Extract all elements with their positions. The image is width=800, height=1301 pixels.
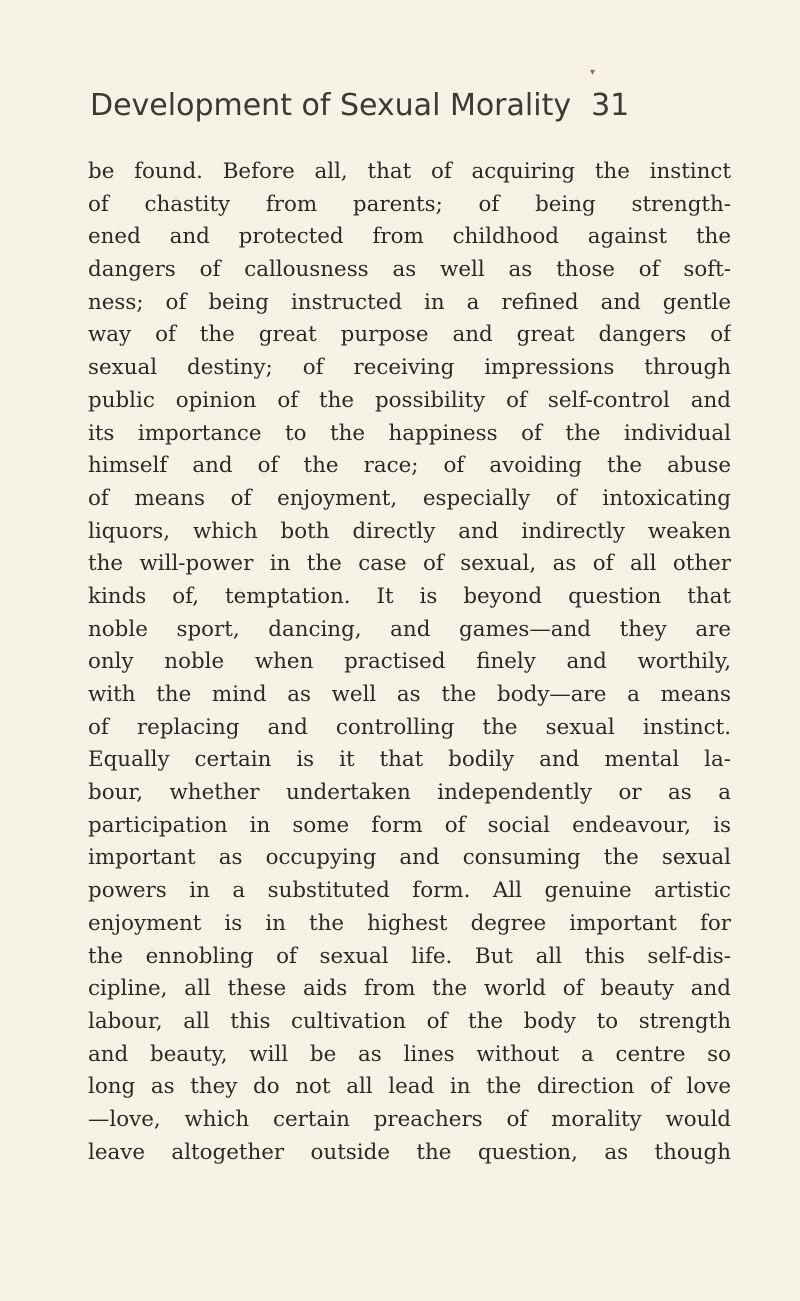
text-line: its importance to the happiness of the individual [88,420,731,446]
text-line: —love, which certain preachers of morality would [88,1106,731,1132]
text-line: be found. Before all, that of acquiring the instinct [88,159,731,184]
text-line: cipline, all these aids from the world of beauty and [88,976,731,1002]
text-line: long as they do not all lead in the direction of love [88,1074,731,1100]
text-line: leave altogether outside the question, as though [88,1139,731,1165]
running-head [90,88,730,123]
text-line: and beauty, will be as lines without a centre so [88,1041,731,1067]
text-line: way of the great purpose and great dangers of [88,322,731,348]
text-line: public opinion of the possibility of self-control and [88,387,731,413]
text-line: of means of enjoyment, especially of intoxicating [88,485,731,511]
text-line: the ennobling of sexual life. But all this self-dis- [88,943,731,969]
text-line: important as occupying and consuming the sexual [88,845,731,871]
text-line: the will-power in the case of sexual, as of all other [88,551,731,577]
text-line: himself and of the race; of avoiding the abuse [88,453,731,479]
page-number: 31 [591,88,630,123]
text-line: sexual destiny; of receiving impressions through [88,355,731,381]
running-head-title: Development of Sexual Morality [90,88,572,123]
text-line: enjoyment is in the highest degree important for [88,910,731,936]
text-line: liquors, which both directly and indirectly weaken [88,518,731,544]
text-line: powers in a substituted form. All genuine artistic [88,878,731,904]
text-line: ness; of being instructed in a refined and gentle [88,289,731,315]
text-line: kinds of, temptation. It is beyond question that [88,583,731,609]
printer-mark: ▾ [590,67,596,78]
text-line: labour, all this cultivation of the body to strength [88,1008,731,1034]
text-line: noble sport, dancing, and games—and they are [88,616,731,642]
text-line: with the mind as well as the body—are a means [88,682,731,707]
text-line: participation in some form of social endeavour, is [88,812,731,838]
text-line: Equally certain is it that bodily and mental la- [88,747,731,773]
text-line: only noble when practised finely and worthily, [88,649,731,675]
text-line: of replacing and controlling the sexual instinct. [88,714,731,740]
text-line: bour, whether undertaken independently or as a [88,780,731,806]
body-text [88,156,731,1169]
text-line: of chastity from parents; of being strength- [88,191,731,217]
text-line: ened and protected from childhood against the [88,224,731,250]
text-line: dangers of callousness as well as those of soft- [88,257,731,283]
